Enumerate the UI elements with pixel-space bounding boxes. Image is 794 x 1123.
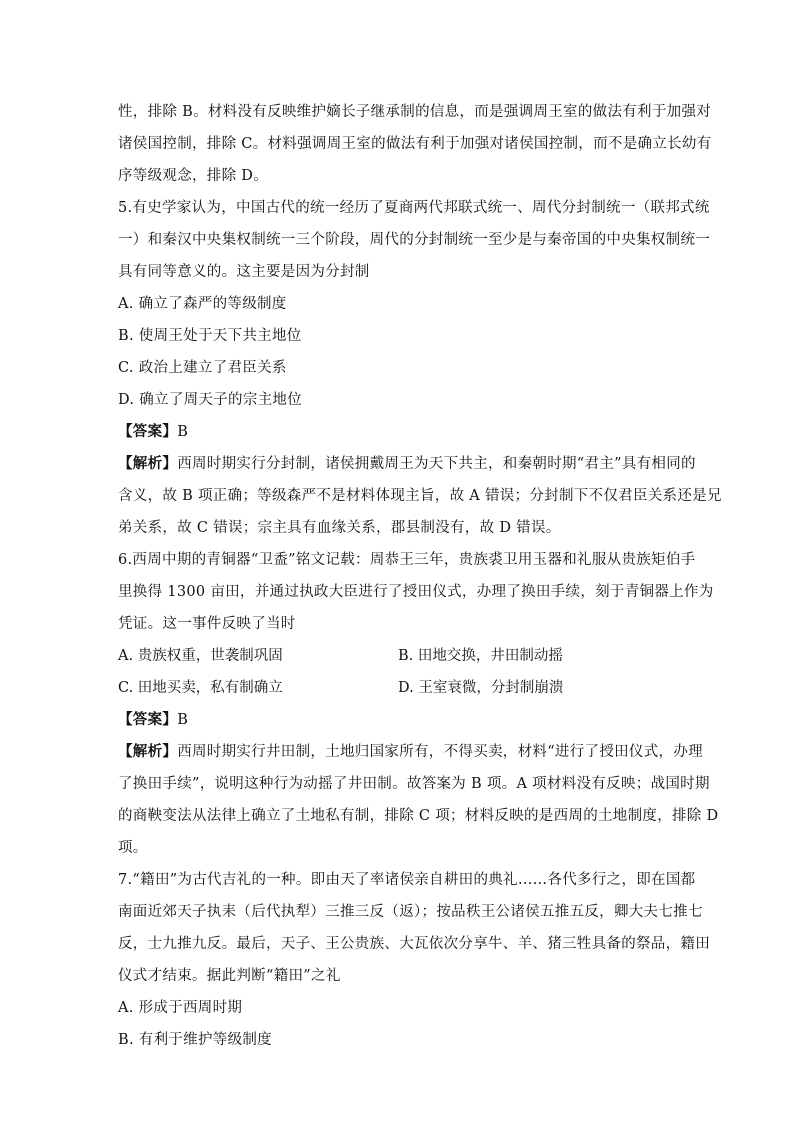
q7-option-a: A. 形成于西周时期 [118,1000,243,1016]
q5-stem-line: 5.有史学家认为，中国古代的统一经历了夏商两代邦联式统一、周代分封制统一（联邦式统 [118,200,710,216]
explain-text: 西周时期实行分封制，诸侯拥戴周王为天下共主，和秦朝时期“君主”具有相同的 [177,456,696,472]
q6-explain-line [118,736,703,768]
intro-line: 诸侯国控制，排除 C。材料强调周王室的做法有利于加强对诸侯国控制，而不是确立长幼有 [118,136,712,152]
q5-answer [118,416,678,448]
explain-text: 西周时期实行井田制，土地归国家所有，不得买卖，材料“进行了授田仪式，办理 [177,744,703,760]
q5-stem-line: 一）和秦汉中央集权制统一三个阶段，周代的分封制统一至少是与秦帝国的中央集权制统一 [118,232,710,248]
q6-explain-line: 了换田手续”，说明这种行为动摇了井田制。故答案为 B 项。A 项材料没有反映；战国时期 [118,776,710,792]
q7-stem-line: 仪式才结束。据此判断“籍田”之礼 [118,968,341,984]
q5-option-a: A. 确立了森严的等级制度 [118,296,287,312]
q5-explain-line: 含义，故 B 项正确；等级森严不是材料体现主旨，故 A 错误；分封制下不仅君臣关系还是兄 [118,488,722,504]
q6-option-c: C. 田地买卖，私有制确立 [118,680,283,696]
q5-option-b: B. 使周王处于天下共主地位 [118,328,302,344]
q6-options-row [118,672,678,704]
answer-label: 【答案】 [118,711,178,728]
q6-options-row [118,640,678,672]
q7-option-b: B. 有利于维护等级制度 [118,1032,272,1048]
answer-value: B [177,712,189,728]
q6-stem-line: 里换得 1300 亩田，并通过执政大臣进行了授田仪式，办理了换田手续，刻于青铜器上作为 [118,584,714,600]
q6-explain-line: 项。 [118,840,148,856]
explain-label: 【解析】 [118,455,178,472]
q6-stem-line: 6.西周中期的青铜器“卫盉”铭文记载：周恭王三年，贵族裘卫用玉器和礼服从贵族矩伯手 [118,552,696,568]
intro-line: 序等级观念，排除 D。 [118,168,269,184]
q6-option-a: A. 贵族权重，世袭制巩固 [118,648,283,664]
q5-stem-line: 具有同等意义的。这主要是因为分封制 [118,264,370,280]
q6-stem-line: 凭证。这一事件反映了当时 [118,616,296,632]
q6-option-d: D. 王室衰微，分封制崩溃 [398,680,564,696]
q5-explain-line: 弟关系，故 C 错误；宗主具有血缘关系，郡县制没有，故 D 错误。 [118,520,561,536]
q6-option-b: B. 田地交换，井田制动摇 [398,648,563,664]
answer-value: B [177,424,189,440]
q5-option-d: D. 确立了周天子的宗主地位 [118,392,303,408]
answer-label: 【答案】 [118,423,178,440]
document-page [118,96,722,1056]
q7-stem-line: 南面近郊天子执耒（后代执犁）三推三反（返）；按品秩王公诸侯五推五反，卿大夫七推七 [118,904,703,920]
q5-option-c: C. 政治上建立了君臣关系 [118,360,287,376]
q7-stem-line: 反，士九推九反。最后，天子、王公贵族、大瓦依次分享牛、羊、猪三牲具备的祭品，籍田 [118,936,710,952]
q5-explain-line [118,448,696,480]
explain-label: 【解析】 [118,743,178,760]
q6-explain-line: 的商鞅变法从法律上确立了土地私有制，排除 C 项；材料反映的是西周的土地制度，排除 D [118,808,719,824]
q7-stem-line: 7.“籍田”为古代吉礼的一种。即由天了率诸侯亲自耕田的典礼……各代多行之，即在国都 [118,872,696,888]
q6-answer [118,704,678,736]
intro-line: 性，排除 B。材料没有反映维护嫡长子继承制的信息，而是强调周王室的做法有利于加强对 [118,104,712,120]
